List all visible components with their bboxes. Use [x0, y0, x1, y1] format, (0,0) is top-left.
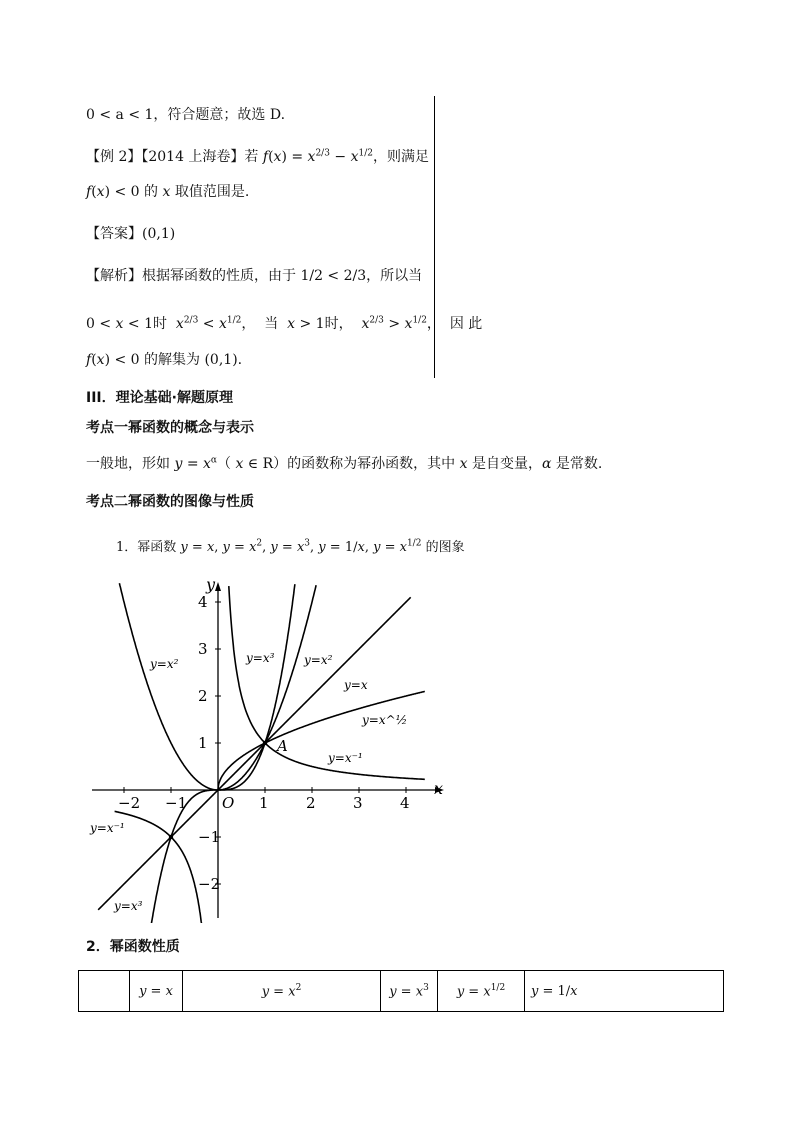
item-2-heading: 2．幂函数性质: [86, 939, 180, 955]
point-a-label: A: [277, 737, 288, 755]
analysis-line-3: [86, 349, 242, 369]
example-2-line: 【例 2】【2014 上海卷】若 $f(x) = x^{2/3} - x^{1/2}$，则满足: [86, 148, 429, 165]
analysis-line-1: [86, 265, 422, 285]
y-tick-label: 4: [198, 593, 208, 611]
point-1-text: 一般地，形如 $y = x^\alpha$（ x ∈ R）的函数称为幂孙函数，其中 x 是自变量，α 是常数.: [86, 455, 603, 472]
y-axis-label: y: [206, 578, 216, 594]
curve-label-x-squared-left: y=x²: [150, 657, 179, 671]
curve-label-sqrt: y=x^½: [362, 713, 408, 727]
curve-label-x-cubed-lower: y=x³: [114, 899, 143, 913]
answer-text: 【答案】(0,1): [86, 226, 176, 242]
curve-y-x: [98, 597, 411, 910]
table-header-cell: y = 1/x: [525, 971, 724, 1012]
y-tick-label: −1: [198, 828, 221, 846]
point-1-heading: 考点一幂函数的概念与表示: [86, 420, 254, 436]
x-axis-label: x: [434, 779, 444, 798]
x-tick-label: 1: [259, 794, 269, 812]
item-1-caption: 1．幂函数 y = x, $y = x^2$, $y = x^3$, y = 1/x, $y = x^{1/2}$ 的图象: [116, 538, 465, 555]
y-axis-arrow: [215, 582, 221, 591]
graph-curves: [98, 583, 425, 923]
analysis-line-2: [86, 313, 482, 333]
curve-label-inv-left: y=x⁻¹: [90, 821, 125, 835]
x-tick-label: −2: [118, 794, 141, 812]
curve-label-x-squared-right: y=x²: [304, 653, 333, 667]
table-header-cell: $y = x^2$: [183, 971, 381, 1012]
curve-label-inv-right: y=x⁻¹: [328, 751, 363, 765]
curve-label-x-cubed-upper: y=x³: [246, 651, 275, 665]
table-header-cell: [79, 971, 130, 1012]
section-heading: III．理论基础·解题原理: [86, 390, 233, 406]
text-line-2: [86, 146, 429, 166]
graph-axes: [92, 582, 444, 918]
table-header-cell: y = x: [130, 971, 183, 1012]
analysis-text-3: f(x) < 0 的解集为 (0,1).: [86, 352, 243, 368]
table-header-cell: $y = x^{1/2}$: [438, 971, 525, 1012]
x-tick-label: −1: [165, 794, 188, 812]
text-line-1: [86, 104, 285, 124]
point-neg-dot: [169, 835, 173, 839]
curve-label-x: y=x: [344, 678, 368, 692]
text-line-3: [86, 181, 249, 201]
answer-line: [86, 223, 175, 243]
point-2-heading: 考点二幂函数的图像与性质: [86, 494, 254, 510]
power-functions-graph: [88, 578, 458, 923]
y-tick-label: 1: [198, 734, 208, 752]
y-tick-label: −2: [198, 875, 221, 893]
x-tick-label: 3: [353, 794, 363, 812]
y-tick-label: 3: [198, 640, 208, 658]
properties-table: [78, 970, 724, 1012]
graph-labels: [89, 578, 443, 913]
margin-rule: [434, 96, 435, 378]
text-line-3-content: f(x) < 0 的 x 取值范围是.: [86, 184, 250, 200]
y-tick-label: 2: [198, 687, 208, 705]
analysis-text-2: 0 < x < 1时 $x^{2/3} < x^{1/2}$， 当 x > 1时， $x^{2/3} > x^{1/2}$， 因 此: [86, 315, 483, 332]
origin-label: O: [222, 794, 235, 812]
x-tick-label: 4: [400, 794, 410, 812]
analysis-text-1: 【解析】根据幂函数的性质，由于 1/2 < 2/3，所以当: [86, 268, 423, 284]
table-header-cell: $y = x^3$: [381, 971, 438, 1012]
table-header-row: [79, 971, 724, 1012]
x-tick-label: 2: [306, 794, 316, 812]
curve-y-x-cubed: [151, 584, 295, 923]
text-line-1-content: 0 < a < 1，符合题意；故选 D.: [86, 107, 286, 123]
point-a-dot: [263, 741, 267, 745]
